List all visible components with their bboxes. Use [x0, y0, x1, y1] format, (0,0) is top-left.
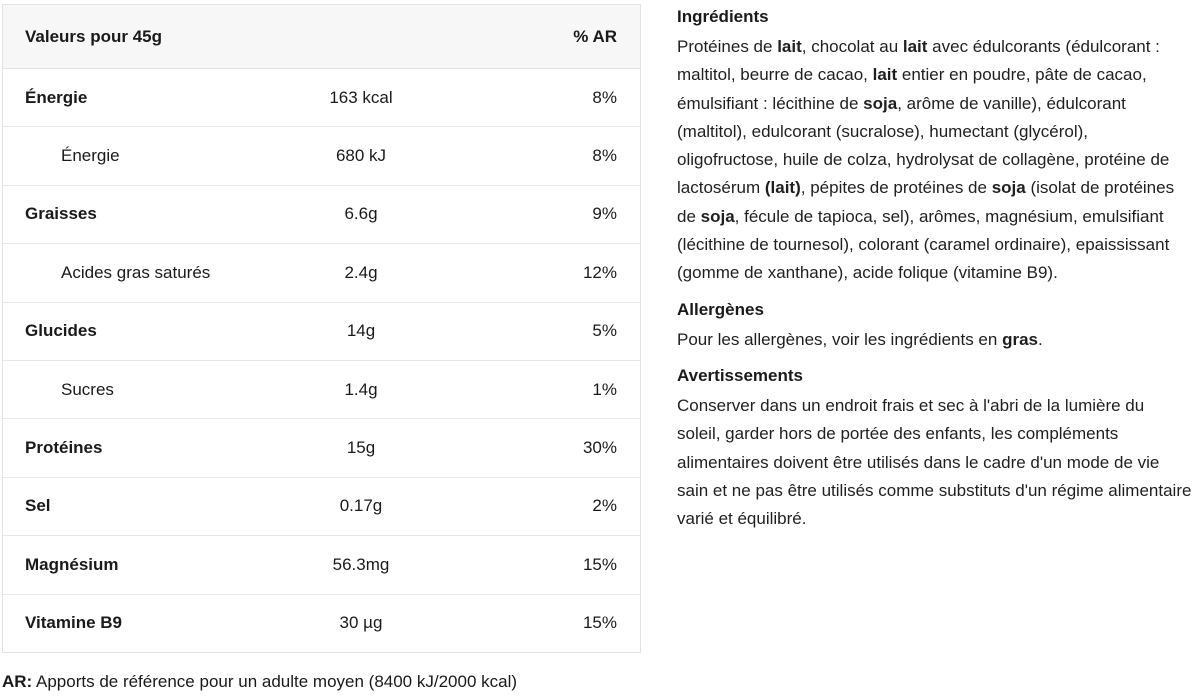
- warnings-text: Conserver dans un endroit frais et sec à l'abri de la lumière du soleil, garder hors de portée des enfants, les compléments alimentaires doivent être utilisés dans le cadre d'un mode de vie sain et ne pas être utilisés comme substituts d'un régime alimentaire varié et équilibré.: [677, 395, 1192, 529]
- ingredients-title: Ingrédients: [677, 7, 769, 26]
- table-row: [3, 244, 640, 302]
- nutrient-name: Graisses: [3, 185, 295, 243]
- warnings-section: [677, 364, 1192, 533]
- allergen-highlight: soja: [991, 178, 1026, 198]
- table-row: [3, 360, 640, 418]
- nutrient-ar: 1%: [427, 360, 640, 418]
- table-row: [3, 69, 640, 127]
- allergens-section: [677, 298, 1192, 354]
- nutrient-value: 2.4g: [295, 244, 427, 302]
- text-segment: , arôme de vanille), édulcorant (maltitol), edulcorant (sucralose), humectant (glycérol), oligofructose, huile de colza, hydrolysat de collagène, protéine de lactosérum: [677, 93, 1170, 198]
- ingredients-text: [677, 33, 1192, 288]
- nutrient-ar: 8%: [427, 69, 640, 127]
- nutrition-table-body: [3, 69, 640, 652]
- footnote-label: AR:: [2, 672, 33, 691]
- nutrient-name: Énergie: [3, 127, 295, 185]
- nutrition-table-header: [3, 5, 640, 69]
- nutrient-value: 56.3mg: [295, 536, 427, 594]
- nutrient-ar: 9%: [427, 185, 640, 243]
- allergen-highlight: lait: [872, 65, 898, 85]
- nutrient-value: 1.4g: [295, 360, 427, 418]
- text-segment: entier en poudre, pâte de cacao, émulsifiant : lécithine de: [677, 65, 1147, 113]
- text-segment: , chocolat au: [801, 37, 903, 56]
- ar-footnote: [2, 672, 517, 692]
- ingredients-section: [677, 5, 1192, 288]
- table-row: [3, 127, 640, 185]
- nutrient-name: Énergie: [3, 69, 295, 127]
- header-value: [295, 5, 427, 69]
- nutrient-name: Glucides: [3, 302, 295, 360]
- nutrient-ar: 15%: [582, 613, 617, 633]
- nutrient-ar: 8%: [427, 127, 640, 185]
- text-segment: Pour les allergènes, voir les ingrédients en: [677, 329, 1003, 349]
- nutrient-ar: 5%: [427, 302, 640, 360]
- nutrient-name: Vitamine B9: [25, 613, 123, 633]
- header-ar: % AR: [427, 5, 640, 69]
- text-segment: avec édulcorants (édulcorant : maltitol, beurre de cacao,: [677, 37, 1160, 85]
- allergen-highlight: soja: [863, 93, 898, 113]
- allergen-highlight: (lait): [764, 178, 801, 198]
- product-info-panel: [677, 5, 1192, 543]
- footnote-text: Apports de référence pour un adulte moyen (8400 kJ/2000 kcal): [32, 672, 518, 691]
- text-segment: , fécule de tapioca, sel), arômes, magnésium, emulsifiant (lécithine de tournesol), colorant (caramel ordinaire), epaississant (gomme de xanthane), acide folique (vitamine B9).: [677, 206, 1170, 283]
- nutrient-ar: 30%: [427, 419, 640, 477]
- allergens-text: [677, 326, 1192, 354]
- allergen-highlight: lait: [777, 37, 802, 56]
- nutrient-value: 680 kJ: [295, 127, 427, 185]
- table-row: [3, 536, 640, 594]
- text-segment: .: [1038, 329, 1043, 349]
- nutrient-name: Sucres: [3, 360, 295, 418]
- table-row: [3, 419, 640, 477]
- nutrient-value: 14g: [295, 302, 427, 360]
- nutrient-name: Acides gras saturés: [3, 244, 295, 302]
- nutrient-value: 6.6g: [295, 185, 427, 243]
- nutrient-ar: 12%: [427, 244, 640, 302]
- text-segment: (isolat de protéines de: [677, 178, 1175, 226]
- table-row: [3, 302, 640, 360]
- nutrient-name: Protéines: [3, 419, 295, 477]
- text-segment: , pépites de protéines de: [800, 178, 992, 198]
- nutrition-table-container: [2, 4, 641, 653]
- allergens-title: Allergènes: [677, 299, 764, 319]
- allergen-highlight: soja: [700, 206, 735, 226]
- allergen-highlight: gras: [1002, 329, 1038, 349]
- nutrient-value: 163 kcal: [295, 69, 427, 127]
- table-row: [3, 185, 640, 243]
- nutrient-ar: 2%: [427, 477, 640, 535]
- table-row: [3, 477, 640, 535]
- header-portion: Valeurs pour 45g: [3, 5, 295, 69]
- nutrient-value: 15g: [295, 419, 427, 477]
- allergen-highlight: lait: [902, 37, 928, 56]
- table-row: [3, 594, 640, 652]
- warnings-title: Avertissements: [677, 365, 803, 385]
- nutrition-table: [3, 5, 640, 652]
- nutrient-value: 30 µg: [339, 613, 383, 633]
- nutrient-ar: 15%: [427, 536, 640, 594]
- nutrient-name: Magnésium: [3, 536, 295, 594]
- nutrient-name: Sel: [3, 477, 295, 535]
- nutrient-value: 0.17g: [295, 477, 427, 535]
- text-segment: Protéines de: [677, 37, 778, 56]
